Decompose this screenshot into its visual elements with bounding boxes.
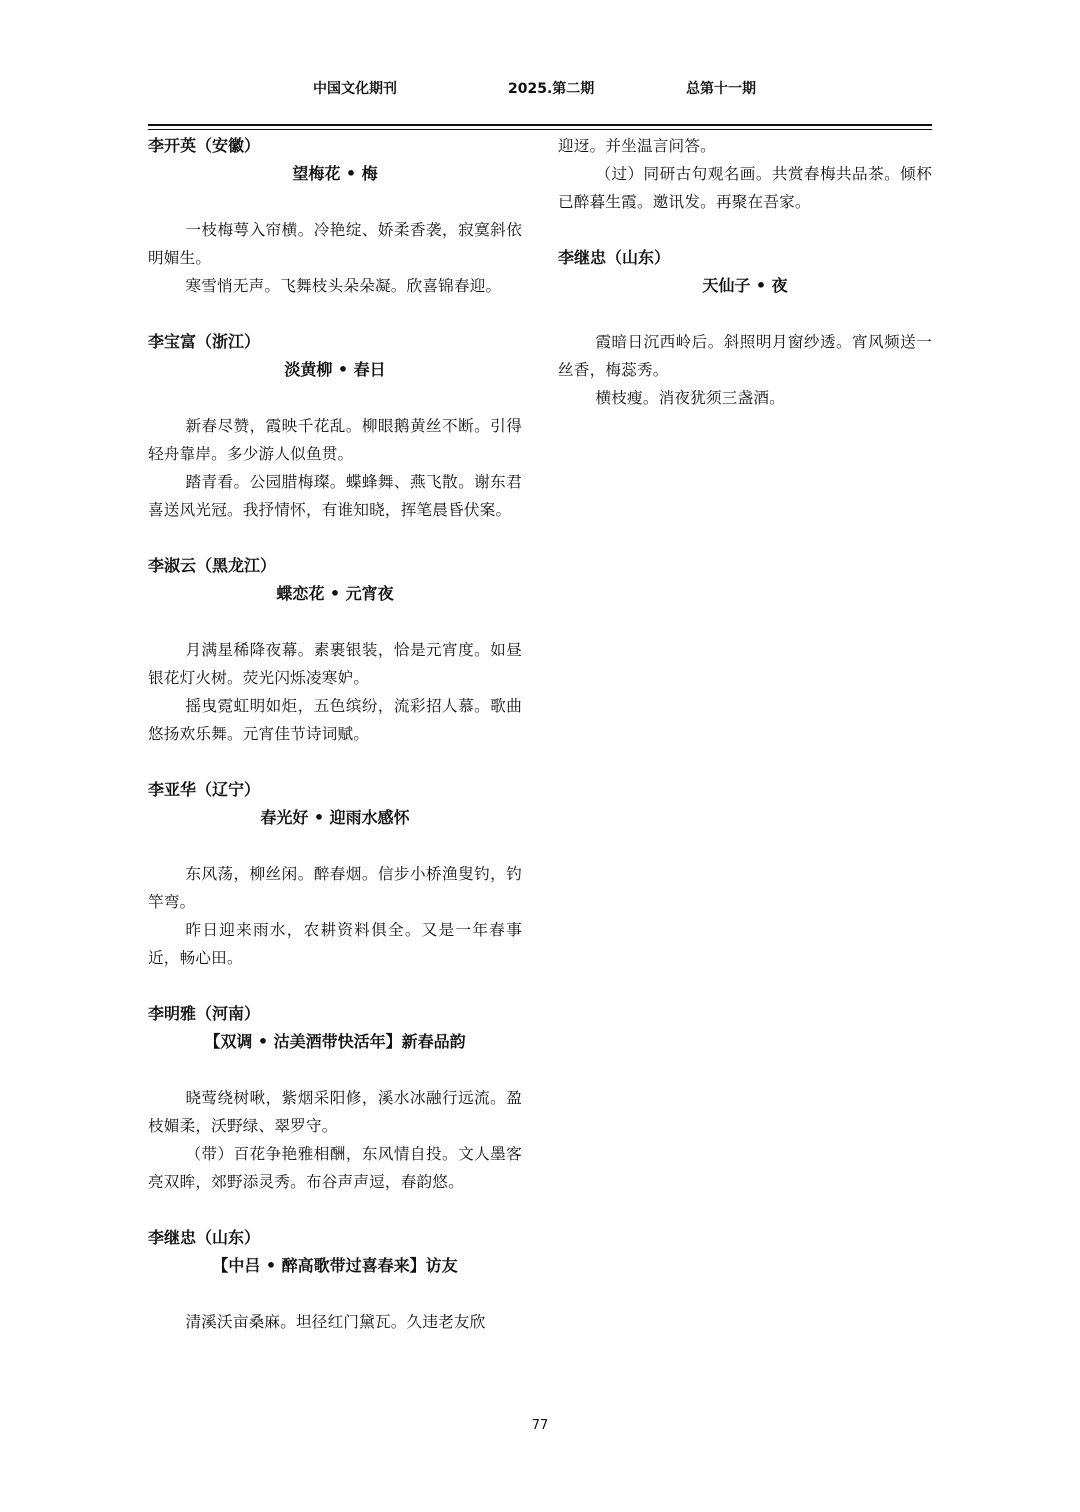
- poem-paragraph: 晓莺绕树啾，紫烟采阳修，溪水冰融行远流。盈枝媚柔，沃野绿、翠罗守。: [148, 1089, 522, 1135]
- right-column: [558, 132, 932, 412]
- header-rule-thick: [148, 124, 932, 126]
- poem-paragraph: 摇曳霓虹明如炬，五色缤纷，流彩招人慕。歌曲悠扬欢乐舞。元宵佳节诗词赋。: [148, 697, 522, 743]
- poem-title: 蝶恋花 • 元宵夜: [276, 584, 394, 603]
- running-header: [0, 78, 1080, 100]
- poem-author: 李继忠（山东）: [148, 1228, 261, 1247]
- poem-paragraph: 一枝梅萼入帘横。冷艳绽、娇柔香袭，寂寞斜依明媚生。: [148, 221, 522, 267]
- total-issue: 总第十一期: [686, 81, 756, 97]
- poem-entry: [148, 776, 522, 972]
- poem-entry: [148, 552, 522, 748]
- poem-title: 淡黄柳 • 春日: [284, 360, 386, 379]
- poem-author: 李开英（安徽）: [148, 136, 261, 155]
- poem-title: 【中吕 • 醉高歌带过喜春来】访友: [212, 1256, 458, 1275]
- poem-entry: [558, 244, 932, 412]
- poem-author: 李宝富（浙江）: [148, 332, 261, 351]
- poem-entry: [148, 1000, 522, 1196]
- poem-paragraph: 寒雪悄无声。飞舞枝头朵朵凝。欣喜锦春迎。: [185, 277, 502, 295]
- poem-author: 李亚华（辽宁）: [148, 780, 261, 799]
- poem-entry: [148, 1224, 522, 1336]
- poem-paragraph: 霞暗日沉西岭后。斜照明月窗纱透。宵风频送一丝香，梅蕊秀。: [558, 333, 932, 379]
- poem-paragraph: 东风荡，柳丝闲。醉春烟。信步小桥渔叟钓，钓竿弯。: [148, 865, 522, 911]
- poem-continuation: 迎迓。并坐温言问答。: [558, 137, 716, 155]
- poem-title: 春光好 • 迎雨水感怀: [260, 808, 410, 827]
- poem-paragraph: （带）百花争艳雅相酬，东风情自投。文人墨客亮双眸，郊野添灵秀。布谷声声逗，春韵悠。: [148, 1145, 522, 1191]
- journal-name: 中国文化期刊: [313, 81, 397, 97]
- poem-title: 【双调 • 沽美酒带快活年】新春品韵: [204, 1032, 466, 1051]
- poem-paragraph: 新春尽赞，霞映千花乱。柳眼鹅黄丝不断。引得轻舟靠岸。多少游人似鱼贯。: [148, 417, 522, 463]
- poem-paragraph: 踏青看。公园腊梅璨。蝶蜂舞、燕飞散。谢东君喜送风光冠。我抒情怀，有谁知晓，挥笔晨昏伏案。: [148, 473, 522, 519]
- header-rule-thin: [148, 129, 932, 130]
- poem-continuation: （过）同研古句观名画。共赏春梅共品茶。倾杯已醉暮生霞。邀讯发。再聚在吾家。: [558, 165, 932, 211]
- page-number: 77: [531, 1418, 549, 1433]
- poem-entry: [148, 132, 522, 300]
- poem-paragraph: 横枝瘦。消夜犹须三盏酒。: [595, 389, 785, 407]
- issue-number: 2025.第二期: [508, 81, 595, 97]
- poem-paragraph: 昨日迎来雨水，农耕资料俱全。又是一年春事近，畅心田。: [148, 921, 522, 967]
- poem-entry: [148, 328, 522, 524]
- poem-author: 李淑云（黑龙江）: [148, 556, 277, 575]
- poem-title: 望梅花 • 梅: [292, 164, 378, 183]
- poem-author: 李继忠（山东）: [558, 248, 671, 267]
- poem-author: 李明雅（河南）: [148, 1004, 261, 1023]
- poem-paragraph: 清溪沃亩桑麻。坦径红门黛瓦。久违老友欣: [185, 1313, 486, 1331]
- poem-paragraph: 月满星稀降夜幕。素裹银装，恰是元宵度。如昼银花灯火树。荧光闪烁凌寒妒。: [148, 641, 522, 687]
- poem-title: 天仙子 • 夜: [702, 276, 788, 295]
- left-column: [148, 132, 522, 1336]
